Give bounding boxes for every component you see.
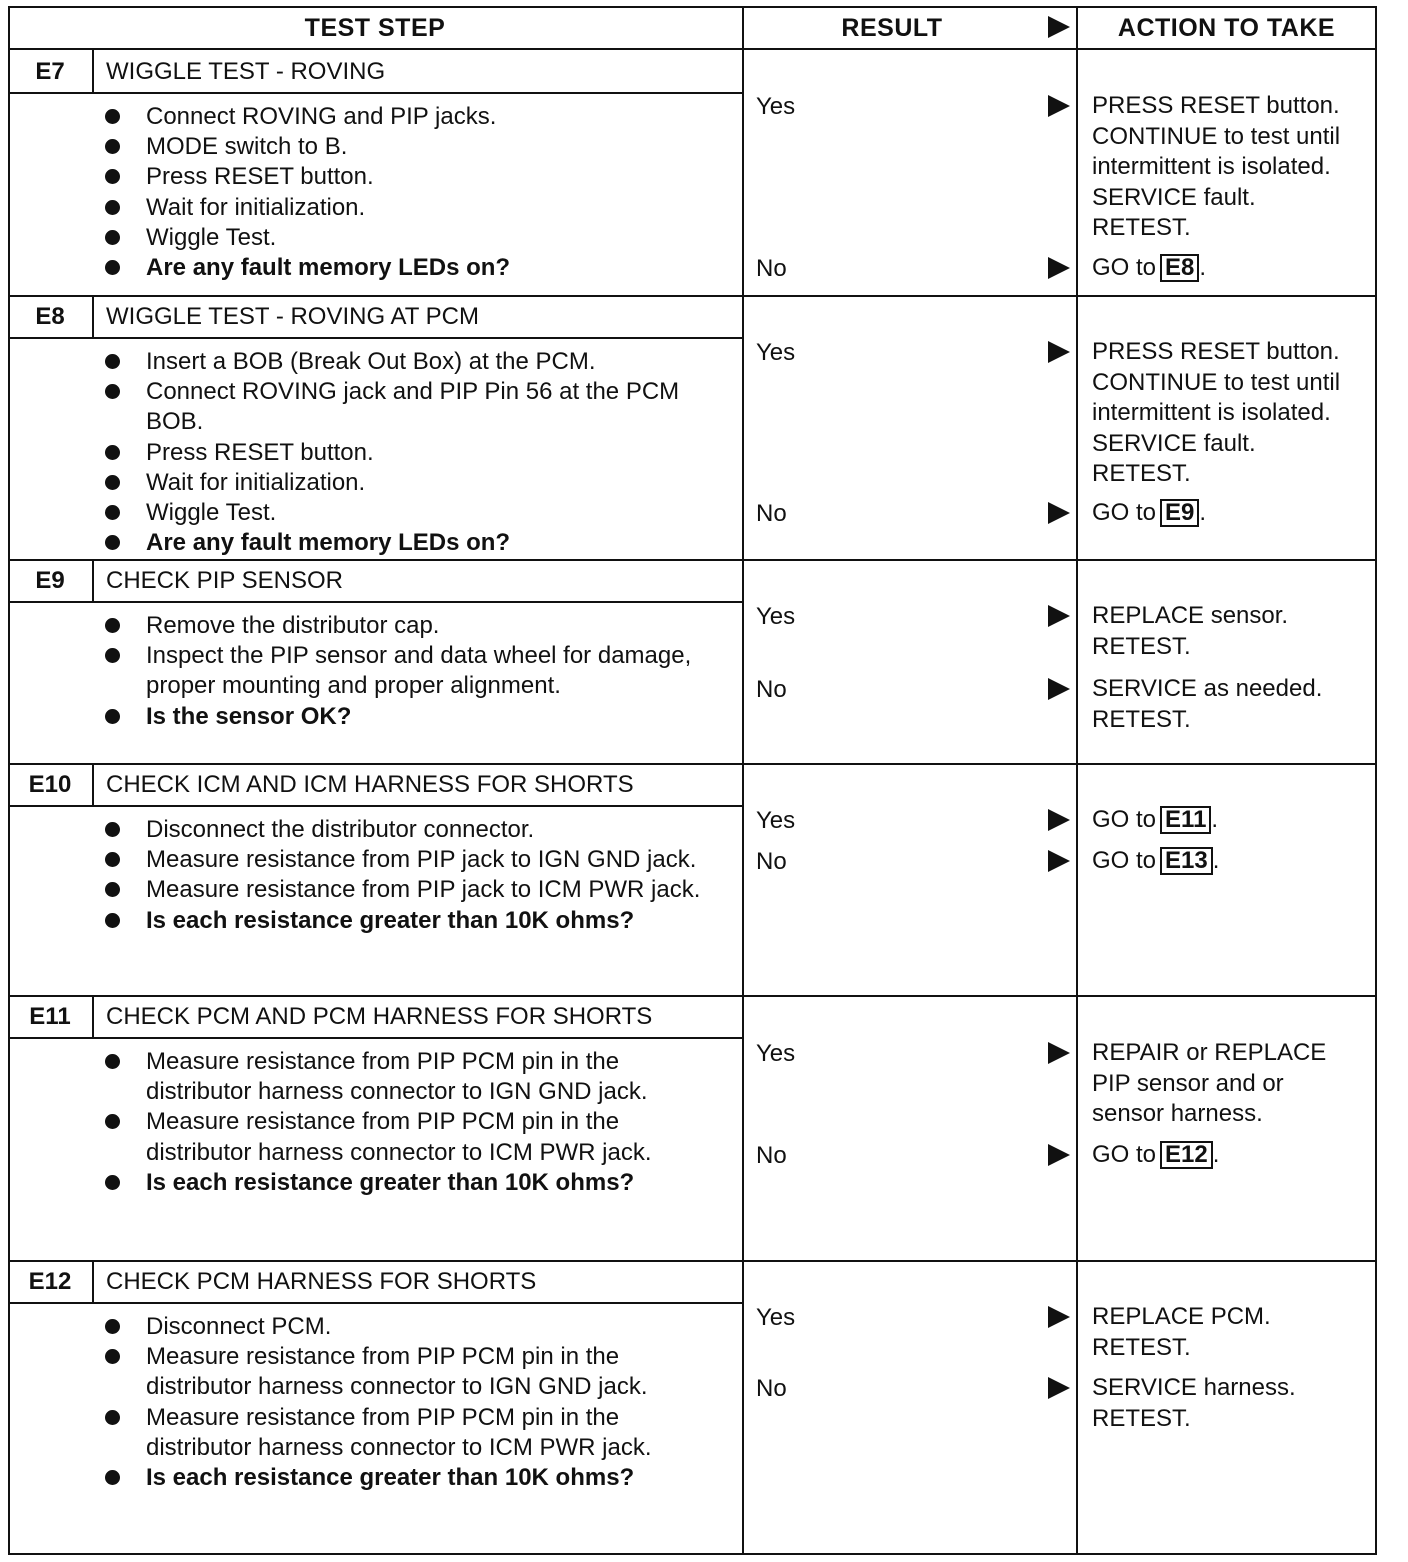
action-instruction: PRESS RESET button. CONTINUE to test until intermittent is isolated. SERVICE fault. RETEST. (1092, 338, 1341, 487)
step-bullet-text: Wait for initialization. (146, 193, 366, 221)
step-id: E7 (35, 58, 65, 85)
bullet-dot-icon (105, 109, 120, 124)
result-arrow-icon (1048, 1377, 1070, 1399)
step-bullet-text: Are any fault memory LEDs on? (146, 529, 511, 557)
step-title-rule (8, 601, 742, 603)
bullet-dot-icon (105, 445, 120, 460)
bullet-dot-icon (105, 139, 120, 154)
bullet-dot-icon (105, 230, 120, 245)
step-title-rule (8, 1302, 742, 1304)
header-test-step: TEST STEP (304, 13, 446, 42)
result-yes: Yes (756, 1040, 796, 1067)
step-bullet-list (8, 815, 742, 936)
action-period: . (1212, 1141, 1220, 1168)
result-arrow-icon (1048, 605, 1070, 627)
bullet-dot-icon (105, 354, 120, 369)
action-period: . (1199, 499, 1207, 526)
bullet-dot-icon (105, 618, 120, 633)
step-bullet-text: Remove the distributor cap. (146, 612, 440, 639)
step-bullet-text: Is the sensor OK? (146, 702, 352, 730)
bullet-dot-icon (105, 913, 120, 928)
bullet-dot-icon (105, 1114, 120, 1129)
step-bullet (8, 162, 742, 192)
step-bullet (8, 132, 742, 162)
result-arrow-icon (1048, 850, 1070, 872)
table-border-right (1375, 6, 1377, 1555)
step-bullet-text: Measure resistance from PIP PCM pin in the distributor harness connector to ICM PWR jack. (146, 1108, 652, 1166)
step-bullet-text: Measure resistance from PIP PCM pin in the distributor harness connector to IGN GND jack. (146, 1048, 648, 1106)
step-id: E8 (35, 303, 65, 330)
step-bullet-text: Inspect the PIP sensor and data wheel for damage, proper mounting and proper alignment. (146, 642, 692, 700)
step-bullet-text: Is each resistance greater than 10K ohms? (146, 1168, 635, 1196)
result-arrow-icon (1048, 95, 1070, 117)
result-yes: Yes (756, 603, 796, 630)
column-divider-result (742, 6, 744, 1555)
step-title: CHECK PIP SENSOR (106, 567, 343, 594)
step-bullet (8, 377, 742, 437)
step-bullet-list (8, 1047, 742, 1198)
header-action: ACTION TO TAKE (1117, 13, 1336, 42)
action-text (1092, 601, 1288, 662)
step-bullet-list (8, 102, 742, 283)
bullet-dot-icon (105, 648, 120, 663)
step-bullet-list (8, 611, 742, 732)
step-bullet (8, 1312, 742, 1342)
step-bullet (8, 641, 742, 701)
step-bullet (8, 223, 742, 253)
action-instruction: GO to (1092, 847, 1157, 874)
action-instruction: SERVICE harness. RETEST. (1092, 1374, 1296, 1432)
header-bottom-rule (8, 48, 1377, 50)
step-bullet (8, 438, 742, 468)
bullet-dot-icon (105, 1410, 120, 1425)
step-bullet-text: Press RESET button. (146, 438, 374, 466)
bullet-dot-icon (105, 475, 120, 490)
action-instruction: PRESS RESET button. CONTINUE to test until intermittent is isolated. SERVICE fault. RETEST. (1092, 92, 1341, 241)
step-bullet (8, 1047, 742, 1107)
bullet-dot-icon (105, 169, 120, 184)
action-text (1092, 337, 1340, 490)
step-title-rule (8, 337, 742, 339)
step-title: CHECK ICM AND ICM HARNESS FOR SHORTS (106, 771, 634, 798)
result-arrow-icon (1048, 1144, 1070, 1166)
bullet-dot-icon (105, 882, 120, 897)
step-question (8, 253, 742, 283)
column-divider-action (1076, 6, 1078, 1555)
bullet-dot-icon (105, 1349, 120, 1364)
step-bullet-text: Are any fault memory LEDs on? (146, 254, 511, 282)
result-no: No (756, 500, 787, 527)
step-bullet-text: Wait for initialization. (146, 468, 366, 496)
action-text (1092, 1373, 1296, 1434)
bullet-dot-icon (105, 822, 120, 837)
table-border-top (8, 6, 1377, 8)
step-title: WIGGLE TEST - ROVING (106, 58, 386, 85)
action-text (1092, 91, 1340, 244)
step-bullet-text: Wiggle Test. (146, 223, 277, 251)
step-id: E9 (35, 567, 65, 594)
action-instruction: REPLACE sensor. RETEST. (1092, 602, 1289, 660)
step-bullet (8, 468, 742, 498)
result-no: No (756, 676, 787, 703)
action-period: . (1199, 254, 1207, 281)
step-question (8, 528, 742, 558)
bullet-dot-icon (105, 200, 120, 215)
action-instruction: GO to (1092, 499, 1157, 526)
step-reference-link[interactable]: E11 (1160, 806, 1211, 834)
step-id-divider (92, 1260, 94, 1302)
bullet-dot-icon (105, 852, 120, 867)
action-period: . (1212, 847, 1220, 874)
step-title: CHECK PCM HARNESS FOR SHORTS (106, 1268, 537, 1295)
step-title-rule (8, 92, 742, 94)
action-text (1092, 846, 1219, 877)
step-reference-link[interactable]: E8 (1160, 254, 1199, 282)
action-instruction: REPLACE PCM. RETEST. (1092, 1303, 1271, 1361)
step-bullet (8, 1107, 742, 1167)
action-text (1092, 1140, 1219, 1171)
step-bullet-text: Is each resistance greater than 10K ohms? (146, 1464, 635, 1492)
result-yes: Yes (756, 339, 796, 366)
step-id-divider (92, 295, 94, 337)
action-text (1092, 805, 1218, 836)
action-period: . (1211, 806, 1219, 833)
step-bullet-text: MODE switch to B. (146, 133, 348, 161)
step-id: E12 (28, 1268, 72, 1295)
step-bullet (8, 611, 742, 641)
step-title-rule (8, 805, 742, 807)
result-yes: Yes (756, 807, 796, 834)
step-reference-link[interactable]: E9 (1160, 499, 1199, 527)
step-reference-link[interactable]: E12 (1160, 1141, 1213, 1169)
step-bullet (8, 193, 742, 223)
step-reference-link[interactable]: E13 (1160, 847, 1213, 875)
result-arrow-icon (1048, 1306, 1070, 1328)
step-question (8, 702, 742, 732)
step-bullet-text: Disconnect the distributor connector. (146, 816, 535, 843)
header-result: RESULT (841, 13, 943, 42)
step-bullet-text: Press RESET button. (146, 163, 374, 191)
step-bullet-list (8, 347, 742, 558)
step-bullet-list (8, 1312, 742, 1493)
action-instruction: GO to (1092, 254, 1157, 281)
action-instruction: GO to (1092, 1141, 1157, 1168)
action-instruction: SERVICE as needed. RETEST. (1092, 675, 1323, 733)
step-bullet (8, 1403, 742, 1463)
result-arrow-icon (1048, 1042, 1070, 1064)
step-title: WIGGLE TEST - ROVING AT PCM (106, 303, 479, 330)
result-yes: Yes (756, 93, 796, 120)
step-bullet-text: Insert a BOB (Break Out Box) at the PCM. (146, 348, 596, 375)
step-bullet-text: Wiggle Test. (146, 499, 277, 527)
bullet-dot-icon (105, 1319, 120, 1334)
step-question (8, 906, 742, 936)
result-arrow-icon (1048, 257, 1070, 279)
action-text (1092, 498, 1206, 529)
action-instruction: GO to (1092, 806, 1157, 833)
bullet-dot-icon (105, 1175, 120, 1190)
step-bullet (8, 875, 742, 905)
bullet-dot-icon (105, 1470, 120, 1485)
bullet-dot-icon (105, 260, 120, 275)
bullet-dot-icon (105, 1054, 120, 1069)
step-bullet-text: Measure resistance from PIP PCM pin in the distributor harness connector to ICM PWR jack. (146, 1403, 652, 1461)
result-arrow-icon (1048, 809, 1070, 831)
result-no: No (756, 1375, 787, 1402)
step-bullet (8, 1342, 742, 1402)
step-id-divider (92, 763, 94, 805)
step-title: CHECK PCM AND PCM HARNESS FOR SHORTS (106, 1003, 653, 1030)
result-no: No (756, 255, 787, 282)
action-text (1092, 1302, 1271, 1363)
diagnostic-table (8, 6, 1377, 1555)
bullet-dot-icon (105, 535, 120, 550)
step-question (8, 1463, 742, 1493)
result-yes: Yes (756, 1304, 796, 1331)
bullet-dot-icon (105, 505, 120, 520)
step-bullet-text: Is each resistance greater than 10K ohms? (146, 906, 635, 934)
step-id: E11 (29, 1003, 71, 1030)
bullet-dot-icon (105, 709, 120, 724)
result-arrow-icon (1048, 678, 1070, 700)
step-bullet-text: Connect ROVING jack and PIP Pin 56 at the PCM BOB. (146, 378, 680, 436)
step-bullet (8, 102, 742, 132)
step-bullet-text: Measure resistance from PIP jack to ICM PWR jack. (146, 876, 701, 904)
step-bullet-text: Measure resistance from PIP PCM pin in the distributor harness connector to IGN GND jack. (146, 1343, 648, 1401)
step-bullet (8, 815, 742, 845)
step-bullet-text: Connect ROVING and PIP jacks. (146, 103, 497, 130)
bullet-dot-icon (105, 384, 120, 399)
table-border-bottom (8, 1553, 1377, 1555)
result-arrow-icon (1048, 341, 1070, 363)
step-id-divider (92, 559, 94, 601)
step-title-rule (8, 1037, 742, 1039)
action-instruction: REPAIR or REPLACE PIP sensor and or sensor harness. (1092, 1039, 1327, 1127)
action-text (1092, 1038, 1326, 1130)
step-bullet (8, 347, 742, 377)
step-id: E10 (28, 771, 72, 798)
result-no: No (756, 1142, 787, 1169)
result-arrow-icon (1048, 502, 1070, 524)
header-arrow-icon (1048, 16, 1070, 38)
step-bullet-text: Measure resistance from PIP jack to IGN GND jack. (146, 846, 697, 874)
result-no: No (756, 848, 787, 875)
step-bullet (8, 498, 742, 528)
step-id-divider (92, 50, 94, 92)
action-text (1092, 674, 1322, 735)
step-bullet (8, 845, 742, 875)
step-question (8, 1168, 742, 1198)
step-id-divider (92, 995, 94, 1037)
step-bullet-text: Disconnect PCM. (146, 1313, 332, 1340)
action-text (1092, 253, 1206, 284)
